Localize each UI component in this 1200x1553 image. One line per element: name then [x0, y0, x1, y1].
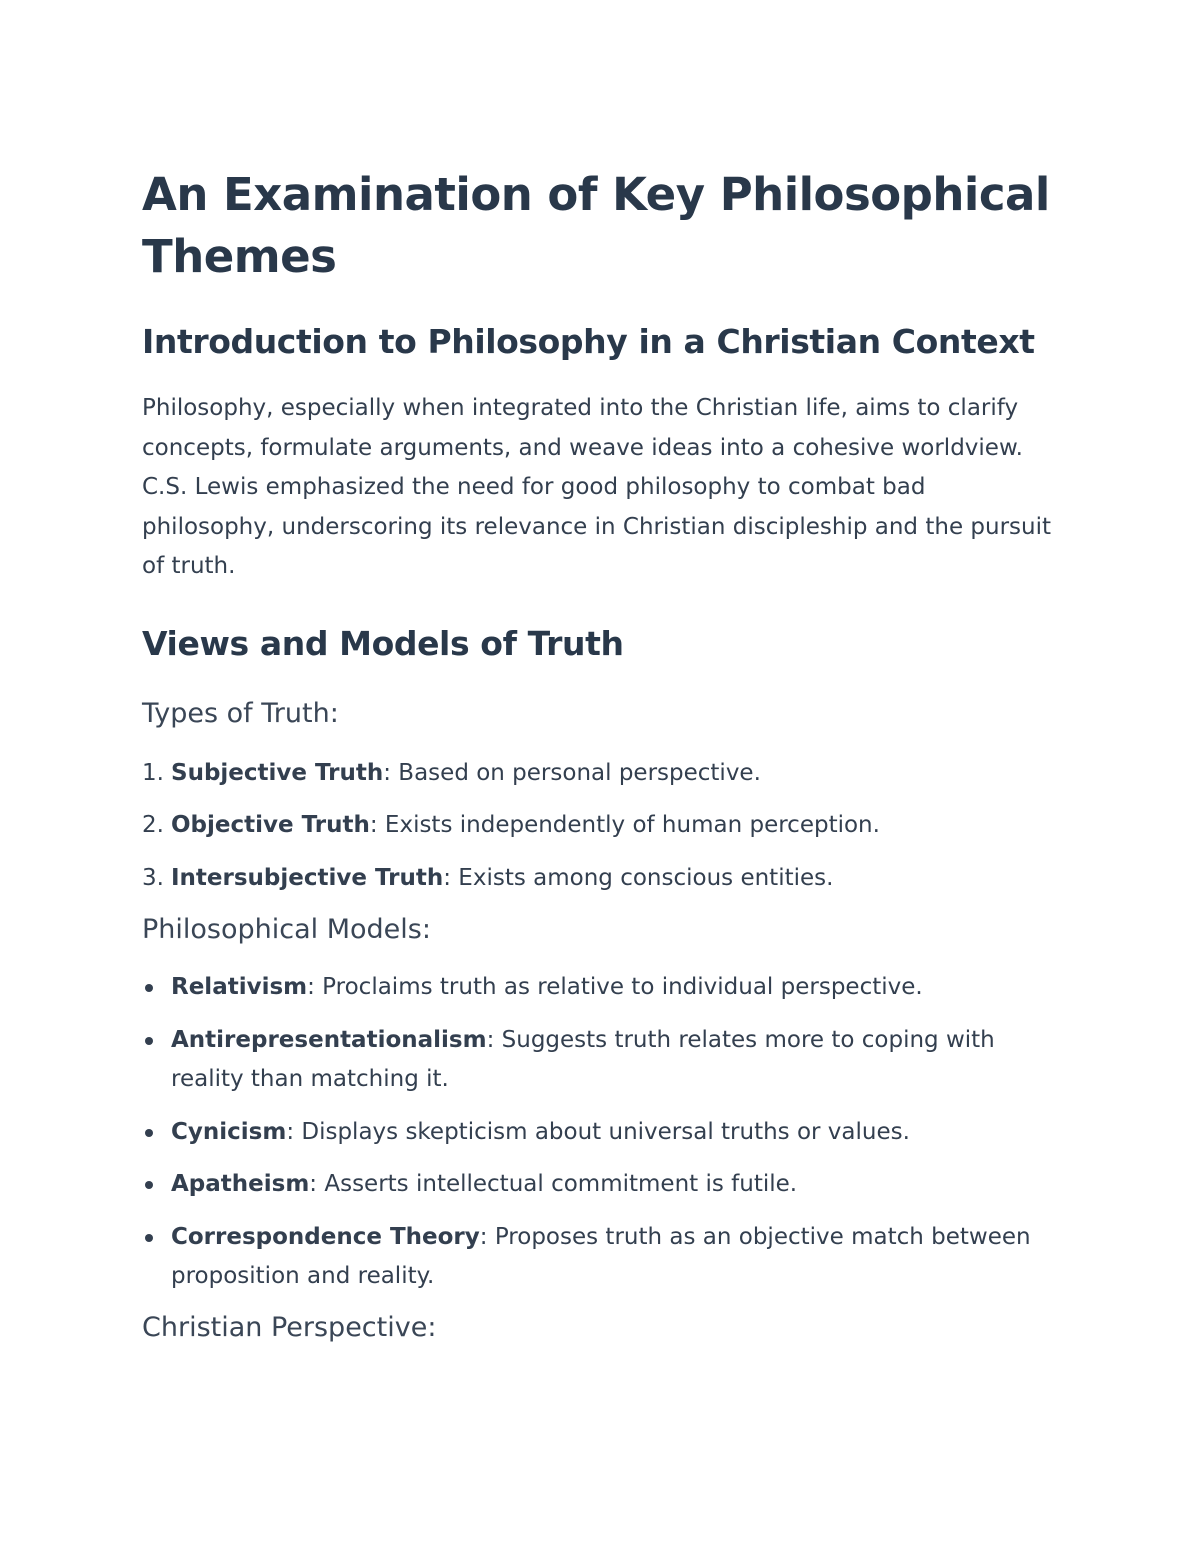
list-item-desc: : Proposes truth as an objective match between proposition and reality. — [171, 1223, 1031, 1289]
list-item — [142, 859, 1062, 899]
list-item-desc: : Asserts intellectual commitment is futile. — [309, 1171, 798, 1197]
document-title: An Examination of Key Philosophical Themes — [142, 168, 1050, 283]
list-item-desc: : Based on personal perspective. — [383, 759, 761, 786]
list-number: 3. — [142, 864, 164, 891]
types-of-truth-list — [142, 754, 1062, 899]
bullet-icon — [145, 1129, 153, 1137]
list-item — [142, 806, 1062, 846]
list-item-desc: : Suggests truth relates more to coping with reality than matching it. — [171, 1026, 995, 1092]
bullet-icon — [145, 1181, 153, 1189]
bullet-icon — [145, 1037, 153, 1045]
subheading-types-of-truth: Types of Truth: — [142, 697, 339, 729]
list-item-term: Correspondence Theory — [171, 1223, 480, 1250]
list-item-desc: : Proclaims truth as relative to individual perspective. — [307, 974, 923, 1000]
list-number: 2. — [142, 812, 164, 838]
subheading-christian-perspective: Christian Perspective: — [142, 1311, 437, 1343]
list-item — [142, 1165, 1062, 1205]
list-item-term: Antirepresentationalism — [171, 1026, 487, 1053]
list-item — [142, 1113, 1062, 1153]
list-item-term: Apatheism — [171, 1171, 310, 1197]
section-heading-views: Views and Models of Truth — [142, 623, 624, 663]
bullet-icon — [145, 1234, 153, 1242]
list-item — [142, 1218, 1062, 1297]
list-item — [142, 1021, 1062, 1100]
list-item-desc: : Displays skepticism about universal truths or values. — [286, 1118, 910, 1145]
document-page — [142, 164, 1062, 1346]
bullet-icon — [145, 984, 153, 992]
list-item — [142, 968, 1062, 1008]
section-heading-intro: Introduction to Philosophy in a Christian Context — [142, 322, 1035, 361]
list-item-term: Cynicism — [171, 1118, 287, 1145]
list-item-term: Subjective Truth — [171, 759, 384, 786]
list-number: 1. — [142, 759, 164, 786]
subheading-philosophical-models: Philosophical Models: — [142, 914, 431, 945]
list-item-term: Intersubjective Truth — [171, 864, 444, 891]
philosophical-models-list — [142, 968, 1062, 1297]
list-item-desc: : Exists independently of human perception. — [369, 812, 880, 838]
list-item-term: Objective Truth — [171, 812, 370, 838]
list-item — [142, 754, 1062, 794]
intro-paragraph: Philosophy, especially when integrated into the Christian life, aims to clarify concepts, formulate arguments, and weave ideas into a cohesive worldview. C.S. Lewis emphasized the need for good philosophy to combat bad philosophy, underscoring its relevance in Christian discipleship and the pursuit of truth. — [142, 395, 1052, 579]
list-item-term: Relativism — [171, 974, 308, 1000]
list-item-desc: : Exists among conscious entities. — [443, 864, 834, 891]
